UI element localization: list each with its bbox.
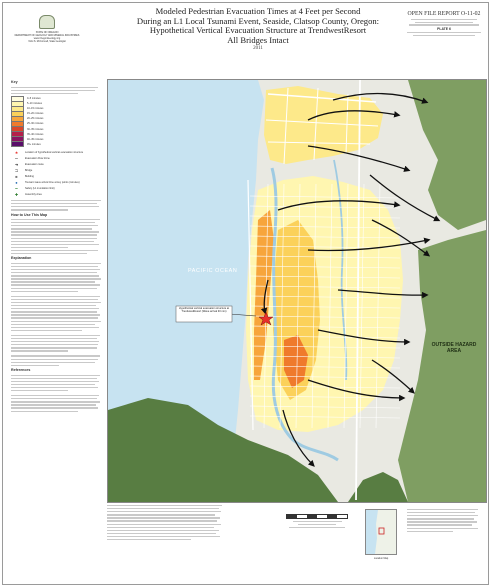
disclaimer-text xyxy=(107,505,227,542)
building-icon: ■ xyxy=(15,174,18,180)
bridge-icon: ⊐ xyxy=(14,168,19,174)
symbol-label: Bridge xyxy=(25,169,33,173)
title-line: Modeled Pedestrian Evacuation Times at 4 Feet per Second xyxy=(155,6,361,16)
time-class-legend xyxy=(11,96,106,147)
how-to-heading: How to Use This Map xyxy=(11,212,48,217)
symbol-label: Evacuation route xyxy=(25,163,44,167)
agency-line[interactable]: www.OregonGeology.org xyxy=(33,37,61,40)
scale-bar xyxy=(286,514,348,519)
dashed-line-icon: ┅ xyxy=(15,156,18,162)
ocean-label: PACIFIC OCEAN xyxy=(188,268,238,274)
evacuation-map[interactable] xyxy=(107,79,487,503)
location-extent-box xyxy=(379,528,384,534)
time-class-label: 35–40 minutes xyxy=(27,132,44,136)
agency-line: STATE OF OREGON xyxy=(35,31,59,34)
references-text xyxy=(11,375,106,412)
dogami-seal-icon xyxy=(39,15,55,29)
callout-text: Hypothetical vertical evacuation structure at TrendwestResort (Wave arrival 30 min) xyxy=(178,307,230,314)
outside-label-wrap xyxy=(426,342,482,362)
symbol-label: Safety (L1 inundation limit) xyxy=(25,187,55,191)
time-class-label: 25–30 minutes xyxy=(27,122,44,126)
time-class-swatch xyxy=(11,141,24,147)
outside-hazard-label: OUTSIDE HAZARD AREA xyxy=(431,342,477,354)
location-map xyxy=(365,509,397,560)
symbol-label: Location of hypothetical vertical evacuation structure xyxy=(25,151,84,155)
symbol-label: Assembly Area xyxy=(25,193,42,197)
symbol-label: Tsunami wave arrival time at key points (minutes) xyxy=(25,181,80,185)
time-class-label: 30–35 minutes xyxy=(27,127,44,131)
legend-column xyxy=(11,80,106,562)
assembly-icon: ✚ xyxy=(14,192,19,198)
agency-block xyxy=(13,15,81,43)
map-sheet xyxy=(2,2,489,585)
key-heading: Key xyxy=(11,80,18,84)
references-heading: References xyxy=(11,368,31,373)
location-map-label: Location Map xyxy=(373,557,389,560)
map-title xyxy=(113,7,403,53)
time-class-label: 5–10 minutes xyxy=(27,102,43,106)
report-note-lines xyxy=(405,32,483,36)
symbol-label: Building xyxy=(25,175,34,179)
location-map-canvas xyxy=(366,510,396,554)
map-canvas xyxy=(108,80,486,502)
key-note-text xyxy=(11,200,106,211)
time-class-label: 20–25 minutes xyxy=(27,117,44,121)
plate-number: PLATE 6 xyxy=(437,27,451,32)
time-class-label: 0–5 minutes xyxy=(27,96,41,100)
credits-text xyxy=(407,509,483,534)
safety-line-icon: ━ xyxy=(15,186,18,192)
agency-line: DEPARTMENT OF GEOLOGY AND MINERAL INDUSTRIES xyxy=(14,34,80,37)
title-line: Hypothetical Vertical Evacuation Structure at TrendwestResort xyxy=(149,25,367,36)
map-footer xyxy=(107,505,485,563)
key-intro-text xyxy=(11,87,106,94)
symbol-legend xyxy=(11,150,106,198)
symbol-item xyxy=(11,192,106,198)
report-subtitle-lines xyxy=(405,19,483,26)
time-class-label: 45+ minutes xyxy=(27,142,41,146)
star-icon: ★ xyxy=(14,150,19,156)
explanation-text xyxy=(11,263,106,366)
location-ocean xyxy=(366,510,378,554)
time-class-label: 10–15 minutes xyxy=(27,107,44,111)
time-class-label: 15–20 minutes xyxy=(27,112,44,116)
agency-line: Vicki S. McConnell, State Geologist xyxy=(28,40,66,43)
circle-icon: ● xyxy=(15,180,18,186)
title-line: During an L1 Local Tsunami Event, Seaside, Clatsop County, Oregon: xyxy=(136,15,380,26)
explanation-heading: Explanation xyxy=(11,256,32,261)
arrow-icon: ➜ xyxy=(14,162,19,168)
callout-text-wrap xyxy=(177,307,231,321)
symbol-label: Evacuation Flow Zone xyxy=(25,157,50,161)
title-line: All Bridges Intact xyxy=(227,34,289,45)
how-to-text xyxy=(11,219,106,254)
scale-block xyxy=(282,511,352,530)
report-block xyxy=(405,11,483,37)
report-number: OPEN FILE REPORT O-11-02 xyxy=(407,11,481,17)
time-class-label: 40–45 minutes xyxy=(27,137,44,141)
map-year: 2011 xyxy=(253,46,263,52)
